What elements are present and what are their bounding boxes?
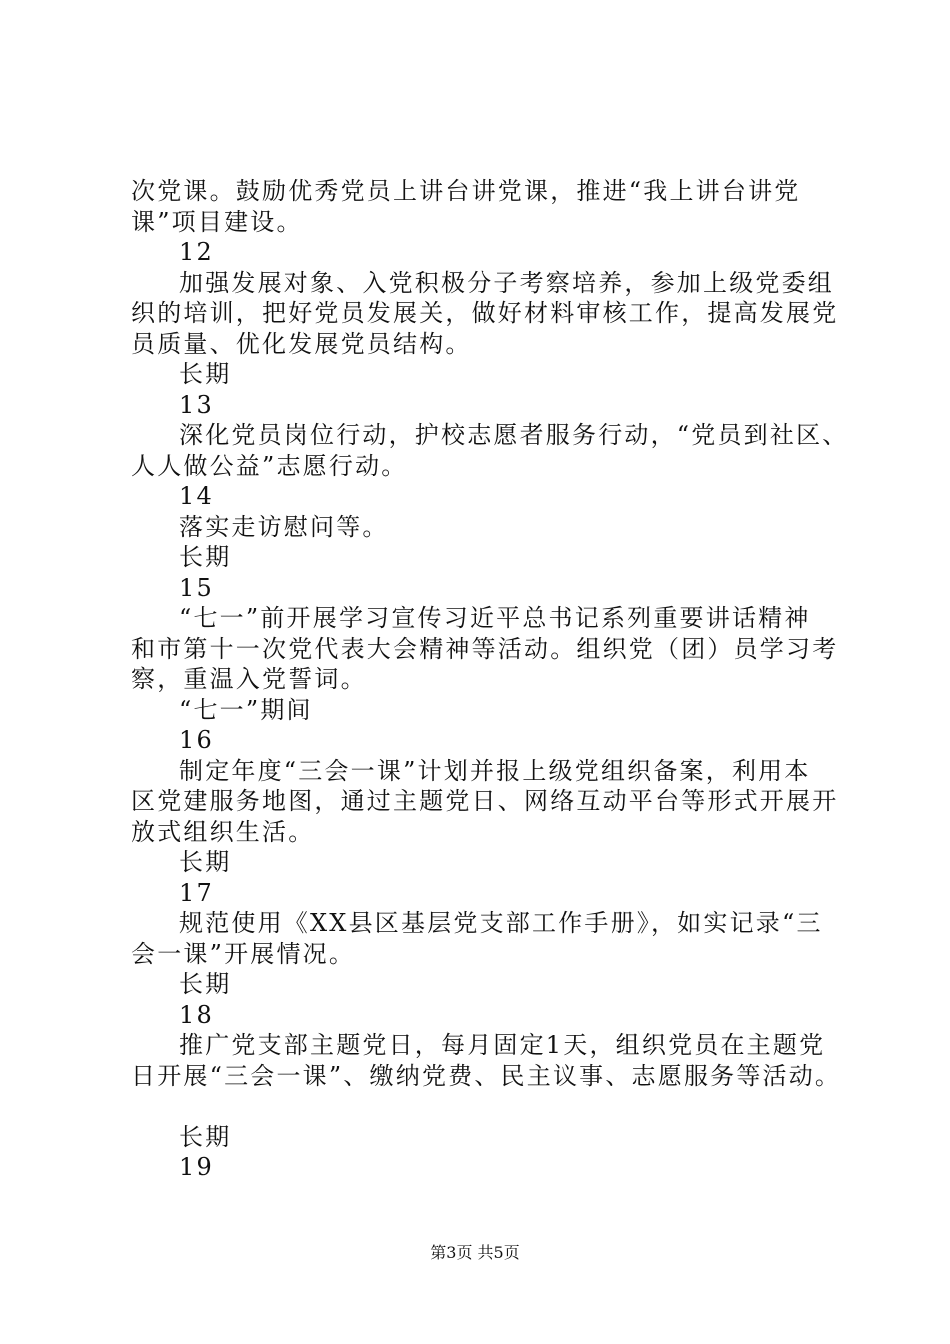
text-line: 深化党员岗位行动，护校志愿者服务行动，“党员到社区、 [179,421,849,449]
text-line: 15 [179,573,214,602]
text-line: 日开展“三会一课”、缴纳党费、民主议事、志愿服务等活动。 [131,1061,842,1090]
text-line: 会一课”开展情况。 [131,939,356,968]
text-line: 加强发展对象、入党积极分子考察培养，参加上级党委组 [179,268,834,297]
text-line: 长期 [179,848,232,876]
text-line: 12 [179,238,214,266]
text-line: 放式组织生活。 [131,817,315,846]
text-line: 16 [179,726,214,754]
text-line: 次党课。鼓励优秀党员上讲台讲党课，推进“我上讲台讲党 [131,177,801,205]
text-line: 17 [179,878,214,907]
text-line: 长期 [179,1122,232,1151]
text-line: “七一”期间 [179,695,313,724]
text-line: 落实走访慰问等。 [179,512,389,541]
text-line: 人人做公益”志愿行动。 [131,451,408,480]
text-line: 织的培训，把好党员发展关，做好材料审核工作，提高发展党 [131,299,839,327]
text-line: 长期 [179,543,232,571]
document-body [131,176,849,1183]
text-line: 区党建服务地图，通过主题党日、网络互动平台等形式开展开 [131,787,839,815]
text-line: 14 [179,482,214,510]
blank-line [131,1091,836,1122]
text-line: 13 [179,390,214,419]
text-line: 19 [179,1153,214,1181]
text-line: 长期 [179,360,232,388]
text-line: 18 [179,1000,214,1029]
text-line: 规范使用《XX县区基层党支部工作手册》，如实记录“三 [179,909,823,937]
text-line: “七一”前开展学习宣传习近平总书记系列重要讲话精神 [179,604,811,632]
text-line: 制定年度“三会一课”计划并报上级党组织备案，利用本 [179,756,811,785]
text-line: 员质量、优化发展党员结构。 [131,329,472,358]
text-line: 课”项目建设。 [131,207,303,236]
text-line: 长期 [179,970,232,998]
text-line: 察，重温入党誓词。 [131,665,367,693]
text-line: 推广党支部主题党日，每月固定1天，组织党员在主题党 [179,1031,826,1059]
page-footer: 第3页 共5页 [430,1243,520,1262]
text-line: 和市第十一次党代表大会精神等活动。组织党（团）员学习考 [131,634,839,663]
